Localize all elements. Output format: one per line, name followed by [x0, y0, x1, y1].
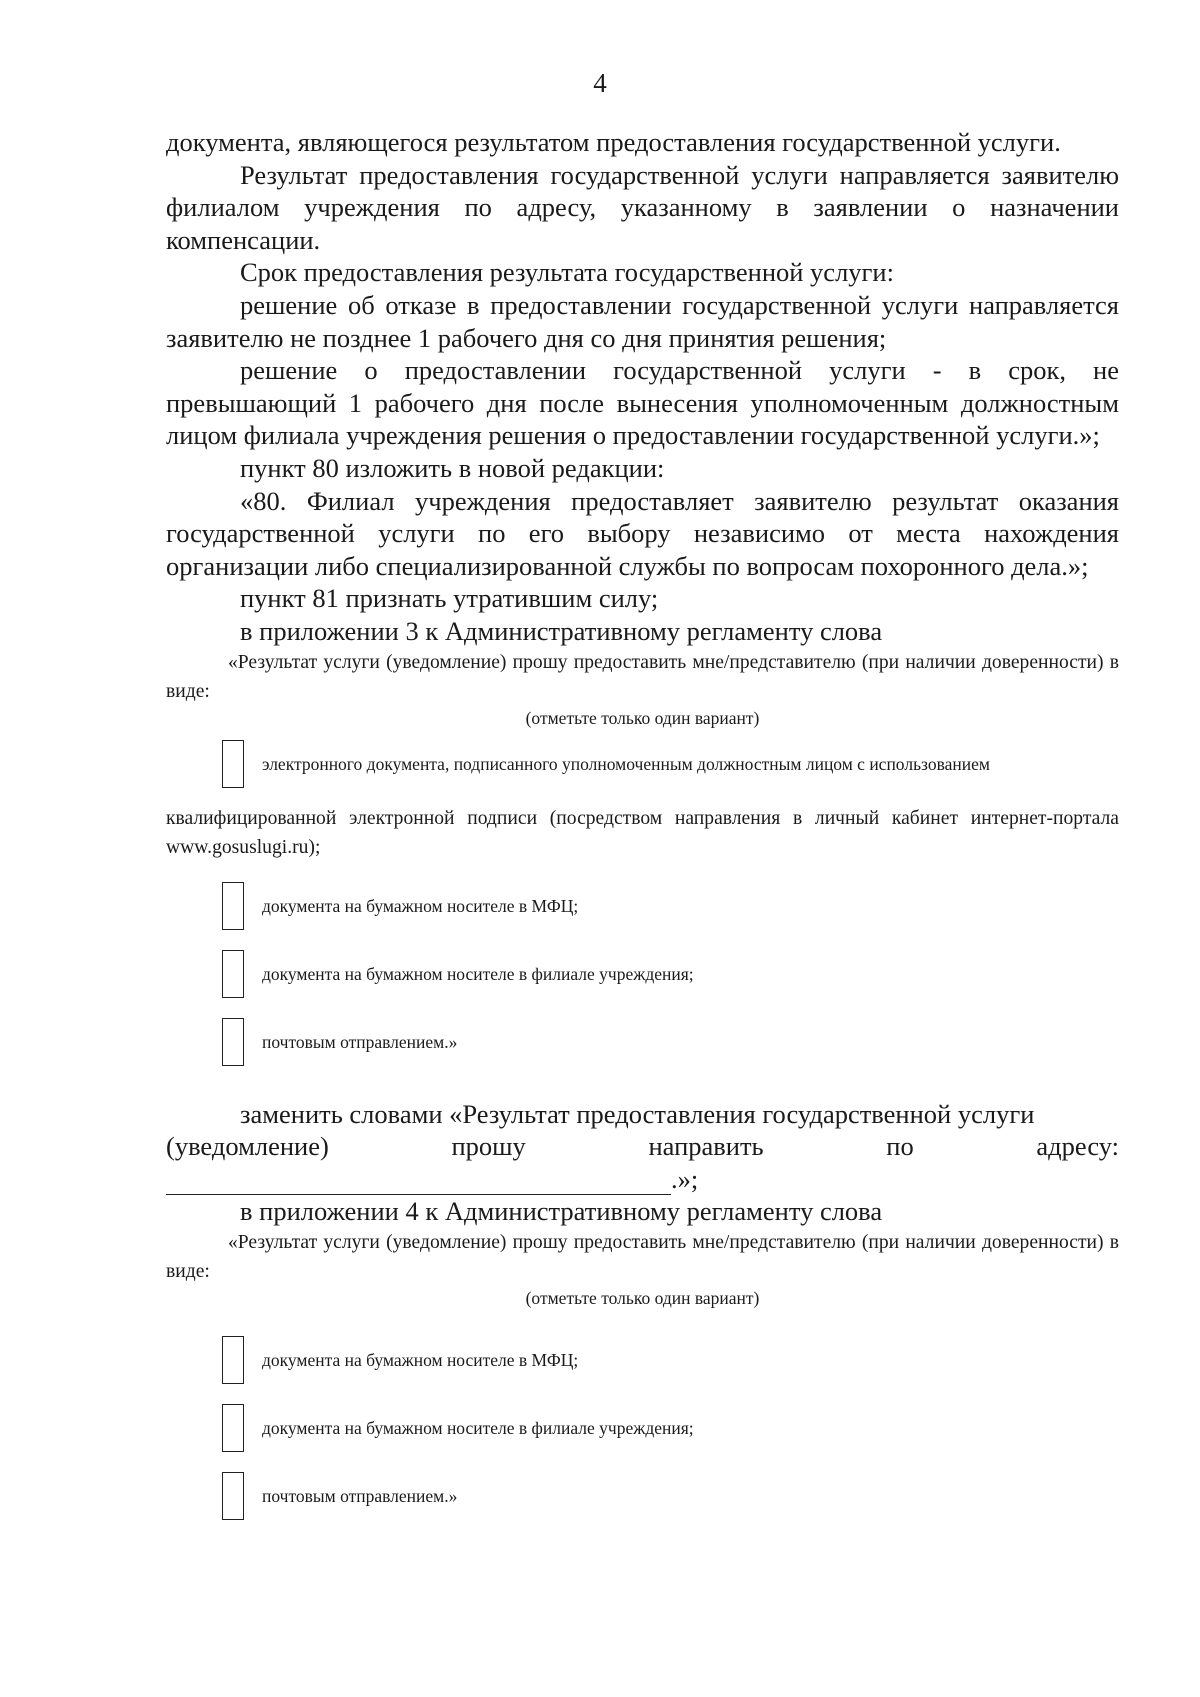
checkbox	[222, 1472, 244, 1520]
appendix4-note: (отметьте только один вариант)	[525, 1287, 760, 1308]
appendix3-request-text: «Результат услуги (уведомление) прошу предоставить мне/представителю (при наличии доверенности) в виде:	[166, 651, 1119, 702]
paragraph-point-80-intro: пункт 80 изложить в новой редакции:	[240, 452, 665, 483]
paragraph-continuation: документа, являющегося результатом предоставления государственной услуги.	[166, 127, 1061, 157]
address-blank-line	[166, 1168, 671, 1195]
appendix4-option-mail	[166, 1472, 1119, 1520]
replace-line-2	[166, 1130, 1119, 1163]
replace-word: прошу	[451, 1131, 526, 1162]
paragraph-approval: решение о предоставлении государственной услуги - в срок, не превышающий 1 рабочего дня после вынесения уполномоченным должностным лицом филиала учреждения решения о предоставлении государственной услуги.»;	[166, 355, 1119, 451]
checkbox	[222, 1018, 244, 1066]
appendix3-option-branch	[166, 950, 1119, 998]
replace-word: адресу:	[1036, 1131, 1119, 1162]
option-label: документа на бумажном носителе в филиале учреждения;	[262, 963, 694, 984]
appendix4-option-mfc	[166, 1336, 1119, 1384]
replace-word: (уведомление)	[166, 1131, 329, 1162]
page-number: 4	[593, 68, 607, 98]
checkbox	[222, 1336, 244, 1384]
replace-line-1: заменить словами «Результат предоставления государственной услуги	[240, 1098, 1035, 1129]
option-label: документа на бумажном носителе в филиале учреждения;	[262, 1417, 694, 1438]
paragraph-result-direction: Результат предоставления государственной услуги направляется заявителю филиалом учреждения по адресу, указанному в заявлении о назначении компенсации.	[166, 159, 1119, 255]
paragraph-point-81: пункт 81 признать утратившим силу;	[240, 583, 659, 614]
paragraph-point-80-text: «80. Филиал учреждения предоставляет заявителю результат оказания государственной услуги по его выбору независимо от места нахождения организации либо специализированной службы по вопросам похоронного дела.»;	[166, 485, 1119, 581]
appendix3-note: (отметьте только один вариант)	[525, 707, 760, 728]
paragraph-refusal: решение об отказе в предоставлении государственной услуги направляется заявителю не позднее 1 рабочего дня со дня принятия решения;	[166, 289, 1119, 353]
appendix3-option-electronic-continuation: квалифицированной электронной подписи (посредством направления в личный кабинет интернет-портала www.gosuslugi.ru);	[166, 807, 1119, 858]
paragraph-appendix3-intro: в приложении 3 к Административному регламенту слова	[240, 615, 883, 646]
option-label: почтовым отправлением.»	[262, 1031, 458, 1052]
option-label: документа на бумажном носителе в МФЦ;	[262, 895, 579, 916]
appendix4-option-branch	[166, 1404, 1119, 1452]
document-body	[166, 126, 1119, 1520]
checkbox	[222, 882, 244, 930]
option-label: документа на бумажном носителе в МФЦ;	[262, 1349, 579, 1370]
option-label: почтовым отправлением.»	[262, 1485, 458, 1506]
replace-word: направить	[648, 1131, 764, 1162]
appendix4-request-text: «Результат услуги (уведомление) прошу предоставить мне/представителю (при наличии доверенности) в виде:	[166, 1231, 1119, 1282]
paragraph-term-heading: Срок предоставления результата государственной услуги:	[240, 257, 894, 288]
replace-line-end: .»;	[671, 1163, 699, 1194]
checkbox	[222, 950, 244, 998]
appendix3-option-mail	[166, 1018, 1119, 1066]
appendix3-option-mfc	[166, 882, 1119, 930]
option-label: электронного документа, подписанного уполномоченным должностным лицом с использованием	[262, 753, 990, 774]
paragraph-appendix4-intro: в приложении 4 к Административному регламенту слова	[240, 1196, 883, 1227]
replace-line-3	[166, 1163, 1119, 1196]
checkbox	[222, 1404, 244, 1452]
replace-word: по	[886, 1131, 914, 1162]
checkbox	[222, 740, 244, 788]
appendix3-option-electronic	[166, 740, 1119, 788]
